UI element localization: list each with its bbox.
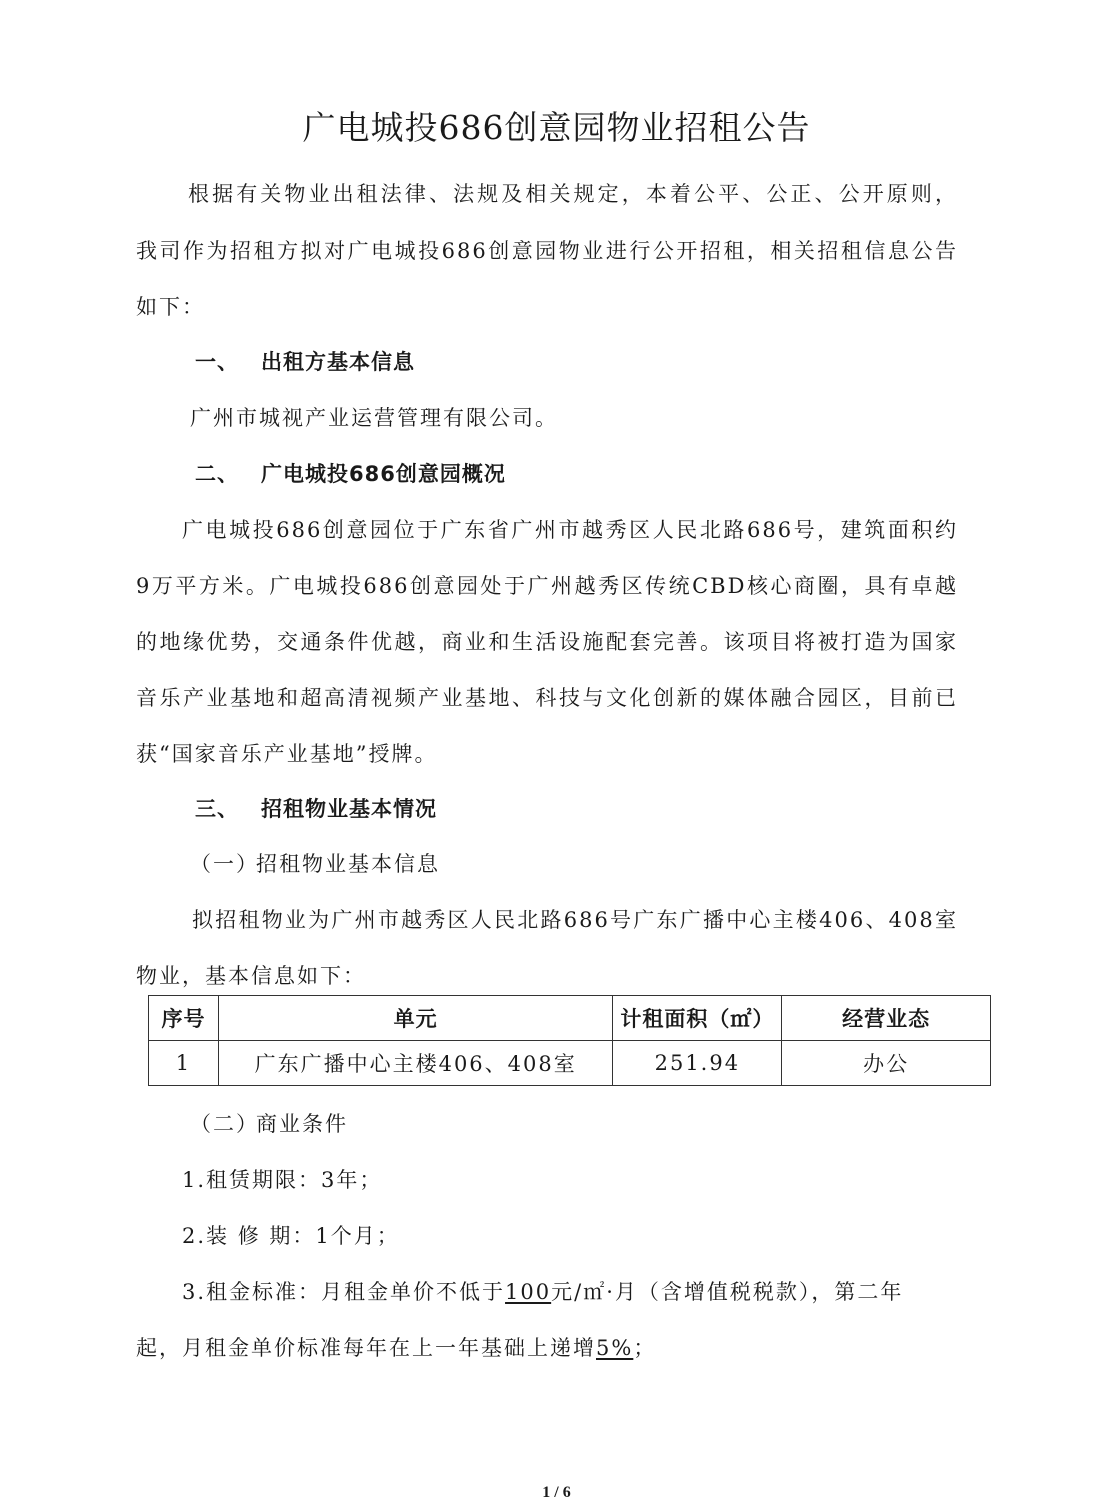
section-2-line-2: 9万平方米。广电城投686创意园处于广州越秀区传统CBD核心商圈，具有卓越 — [136, 574, 958, 598]
cell-unit: 广东广播中心主楼406、408室 — [218, 1041, 612, 1086]
subsection-1-heading — [190, 850, 440, 878]
section-2-line-5: 获“国家音乐产业基地”授牌。 — [136, 742, 438, 766]
subsection-2-number: （二） — [190, 1112, 259, 1136]
subsection-1-number: （一） — [190, 852, 259, 876]
section-2-line-3: 的地缘优势，交通条件优越，商业和生活设施配套完善。该项目将被打造为国家 — [136, 630, 958, 654]
cell-index: 1 — [149, 1041, 219, 1086]
section-2-title: 广电城投686创意园概况 — [261, 462, 506, 486]
page-number: 1 / 6 — [542, 1484, 571, 1501]
term-item-3-line-2 — [136, 1334, 656, 1362]
section-2-number: 二、 — [195, 462, 239, 486]
rent-standard-prefix: 3.租金标准：月租金单价不低于 — [182, 1280, 506, 1304]
section-1-number: 一、 — [195, 350, 239, 374]
section-2-heading — [195, 460, 506, 488]
subsection-2-heading — [190, 1110, 348, 1138]
rent-price-value: 100 — [505, 1280, 552, 1304]
section-3-title: 招租物业基本情况 — [261, 797, 437, 821]
header-unit: 单元 — [218, 996, 612, 1041]
header-area: 计租面积（㎡） — [613, 996, 782, 1041]
rent-increase-rate: 5% — [596, 1336, 634, 1360]
subsection-1-title: 招租物业基本信息 — [256, 852, 440, 876]
subsection-1-line-1: 拟招租物业为广州市越秀区人民北路686号广东广播中心主楼406、408室 — [192, 908, 958, 932]
section-2-line-1: 广电城投686创意园位于广东省广州市越秀区人民北路686号，建筑面积约 — [182, 518, 958, 542]
cell-business-type: 办公 — [782, 1041, 991, 1086]
intro-line-3: 如下： — [136, 295, 205, 319]
intro-line-1: 根据有关物业出租法律、法规及相关规定，本着公平、公正、公开原则， — [188, 182, 958, 206]
table-row — [149, 1041, 991, 1086]
intro-line-2: 我司作为招租方拟对广电城投686创意园物业进行公开招租，相关招租信息公告 — [136, 239, 958, 263]
section-1-heading — [195, 348, 415, 376]
rent-increase-prefix: 起，月租金单价标准每年在上一年基础上递增 — [136, 1336, 596, 1360]
subsection-1-line-2: 物业，基本信息如下： — [136, 964, 366, 988]
section-3-heading — [195, 795, 437, 823]
section-1-body: 广州市城视产业运营管理有限公司。 — [190, 406, 558, 430]
term-item-3-line-1 — [182, 1278, 903, 1306]
page-title: 广电城投686创意园物业招租公告 — [302, 108, 811, 147]
rent-increase-suffix: ； — [633, 1336, 657, 1360]
property-table — [148, 995, 991, 1086]
table-header-row — [149, 996, 991, 1041]
header-index: 序号 — [149, 996, 219, 1041]
header-business-type: 经营业态 — [782, 996, 991, 1041]
section-2-line-4: 音乐产业基地和超高清视频产业基地、科技与文化创新的媒体融合园区，目前已 — [136, 686, 958, 710]
term-item-1: 1.租赁期限：3年； — [182, 1168, 383, 1192]
section-3-number: 三、 — [195, 797, 239, 821]
term-item-2: 2.装 修 期：1个月； — [182, 1224, 400, 1248]
rent-standard-middle: 元/㎡·月（含增值税税款），第二年 — [551, 1280, 904, 1304]
cell-area: 251.94 — [613, 1041, 782, 1086]
subsection-2-title: 商业条件 — [256, 1112, 348, 1136]
section-1-title: 出租方基本信息 — [261, 350, 415, 374]
